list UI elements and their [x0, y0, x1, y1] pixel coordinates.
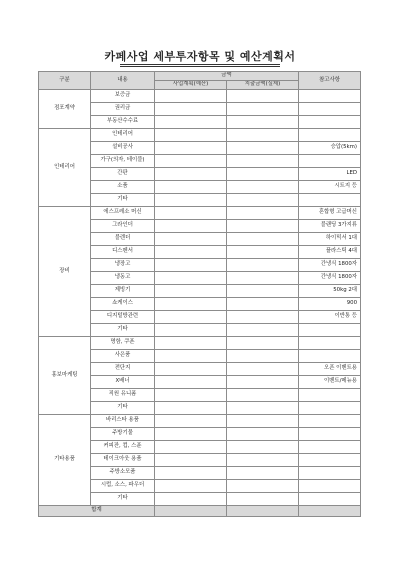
item-cell: 보증금: [91, 90, 155, 103]
remark-cell: [299, 337, 361, 350]
item-cell: 기타: [91, 402, 155, 415]
item-cell: 냉장고: [91, 259, 155, 272]
item-cell: 설비공사: [91, 142, 155, 155]
item-cell: 에스프레소 머신: [91, 207, 155, 220]
remark-cell: [299, 350, 361, 363]
planned-amount-cell[interactable]: [155, 441, 227, 454]
planned-amount-cell[interactable]: [155, 324, 227, 337]
total-label: 합계: [39, 506, 155, 517]
table-row: [39, 207, 361, 220]
remark-cell: LED: [299, 168, 361, 181]
category-cell: 인테리어: [39, 129, 91, 207]
remark-cell: 플라스틱 4대: [299, 246, 361, 259]
remark-cell: 50kg 2대: [299, 285, 361, 298]
actual-amount-cell[interactable]: [227, 493, 299, 506]
item-cell: 전단지: [91, 363, 155, 376]
item-cell: 제빙기: [91, 285, 155, 298]
header-remarks: 참고사항: [299, 72, 361, 90]
planned-amount-cell[interactable]: [155, 181, 227, 194]
actual-amount-cell[interactable]: [227, 350, 299, 363]
item-cell: 소품: [91, 181, 155, 194]
header-content: 내용: [91, 72, 155, 90]
title-underline-double: [120, 66, 280, 67]
item-cell: 기타: [91, 194, 155, 207]
planned-amount-cell[interactable]: [155, 129, 227, 142]
actual-amount-cell[interactable]: [227, 402, 299, 415]
item-cell: 블렌더: [91, 233, 155, 246]
planned-amount-cell[interactable]: [155, 103, 227, 116]
remark-cell: [299, 389, 361, 402]
actual-amount-cell[interactable]: [227, 90, 299, 103]
planned-amount-cell[interactable]: [155, 415, 227, 428]
planned-amount-cell[interactable]: [155, 116, 227, 129]
planned-amount-cell[interactable]: [155, 285, 227, 298]
item-cell: 간판: [91, 168, 155, 181]
planned-amount-cell[interactable]: [155, 90, 227, 103]
actual-amount-cell[interactable]: [227, 454, 299, 467]
planned-amount-cell[interactable]: [155, 142, 227, 155]
item-cell: 명함, 쿠폰: [91, 337, 155, 350]
total-row: [39, 506, 361, 517]
actual-amount-cell[interactable]: [227, 181, 299, 194]
actual-amount-cell[interactable]: [227, 363, 299, 376]
remark-cell: 간냉식 1800자: [299, 259, 361, 272]
item-cell: X배너: [91, 376, 155, 389]
table-row: [39, 129, 361, 142]
header-category: 구분: [39, 72, 91, 90]
remark-cell: 이벤트/메뉴용: [299, 376, 361, 389]
planned-amount-cell[interactable]: [155, 194, 227, 207]
remark-cell: 블랜딩 3가지류: [299, 220, 361, 233]
remark-cell: [299, 493, 361, 506]
remark-cell: [299, 428, 361, 441]
remark-cell: [299, 454, 361, 467]
actual-amount-cell[interactable]: [227, 142, 299, 155]
category-cell: 점포계약: [39, 90, 91, 129]
remark-cell: [299, 103, 361, 116]
title-underline: [120, 64, 280, 65]
actual-amount-cell[interactable]: [227, 389, 299, 402]
remark-cell: [299, 155, 361, 168]
item-cell: 쇼케이스: [91, 298, 155, 311]
item-cell: 커피잔, 컵, 스푼: [91, 441, 155, 454]
remark-cell: [299, 129, 361, 142]
page-title: 카페사업 세부투자항목 및 예산계획서: [104, 50, 296, 63]
actual-amount-cell[interactable]: [227, 168, 299, 181]
actual-amount-cell[interactable]: [227, 272, 299, 285]
remark-cell: [299, 90, 361, 103]
remark-cell: 혼합형 고급머신: [299, 207, 361, 220]
actual-amount-cell[interactable]: [227, 337, 299, 350]
item-cell: 디스펜서: [91, 246, 155, 259]
planned-amount-cell[interactable]: [155, 233, 227, 246]
planned-amount-cell[interactable]: [155, 480, 227, 493]
remark-cell: 하이믹서 1대: [299, 233, 361, 246]
planned-amount-cell[interactable]: [155, 363, 227, 376]
planned-amount-cell[interactable]: [155, 259, 227, 272]
planned-amount-cell[interactable]: [155, 467, 227, 480]
planned-amount-cell[interactable]: [155, 350, 227, 363]
actual-amount-cell[interactable]: [227, 428, 299, 441]
item-cell: 디지털방관련: [91, 311, 155, 324]
actual-amount-cell[interactable]: [227, 194, 299, 207]
item-cell: 테이크아웃 용품: [91, 454, 155, 467]
item-cell: 인테리어: [91, 129, 155, 142]
actual-amount-cell[interactable]: [227, 103, 299, 116]
actual-amount-cell[interactable]: [227, 246, 299, 259]
item-cell: 바리스타 용품: [91, 415, 155, 428]
remark-cell: 오픈 이벤트용: [299, 363, 361, 376]
table-row: [39, 415, 361, 428]
category-cell: 기타용품: [39, 415, 91, 506]
header-amount: 금액: [155, 72, 299, 81]
total-actual-cell[interactable]: [227, 506, 299, 517]
planned-amount-cell[interactable]: [155, 298, 227, 311]
remark-cell: [299, 116, 361, 129]
planned-amount-cell[interactable]: [155, 337, 227, 350]
actual-amount-cell[interactable]: [227, 259, 299, 272]
remark-cell: [299, 194, 361, 207]
planned-amount-cell[interactable]: [155, 207, 227, 220]
planned-amount-cell[interactable]: [155, 155, 227, 168]
planned-amount-cell[interactable]: [155, 168, 227, 181]
total-planned-cell[interactable]: [155, 506, 227, 517]
item-cell: 시럽, 소스, 파우더: [91, 480, 155, 493]
actual-amount-cell[interactable]: [227, 311, 299, 324]
actual-amount-cell[interactable]: [227, 298, 299, 311]
actual-amount-cell[interactable]: [227, 467, 299, 480]
item-cell: 부동산수수료: [91, 116, 155, 129]
table-row: [39, 337, 361, 350]
planned-amount-cell[interactable]: [155, 220, 227, 233]
header-actual: 지출금액(실제): [227, 81, 299, 90]
item-cell: 기타: [91, 324, 155, 337]
remark-cell: 승압(5km): [299, 142, 361, 155]
category-cell: 장비: [39, 207, 91, 337]
item-cell: 가구(의자, 테이블): [91, 155, 155, 168]
planned-amount-cell[interactable]: [155, 311, 227, 324]
header-planned: 사업계획(예산): [155, 81, 227, 90]
table-row: [39, 90, 361, 103]
table-body: [39, 90, 361, 506]
remark-cell: [299, 480, 361, 493]
planned-amount-cell[interactable]: [155, 454, 227, 467]
item-cell: 직원 유니폼: [91, 389, 155, 402]
remark-cell: 간냉식 1800자: [299, 272, 361, 285]
remark-cell: [299, 415, 361, 428]
actual-amount-cell[interactable]: [227, 207, 299, 220]
remark-cell: [299, 467, 361, 480]
item-cell: 권리금: [91, 103, 155, 116]
actual-amount-cell[interactable]: [227, 220, 299, 233]
item-cell: 주방소모품: [91, 467, 155, 480]
actual-amount-cell[interactable]: [227, 155, 299, 168]
remark-cell: [299, 441, 361, 454]
planned-amount-cell[interactable]: [155, 246, 227, 259]
remark-cell: 900: [299, 298, 361, 311]
actual-amount-cell[interactable]: [227, 233, 299, 246]
planned-amount-cell[interactable]: [155, 402, 227, 415]
category-cell: 홍보마케팅: [39, 337, 91, 415]
actual-amount-cell[interactable]: [227, 129, 299, 142]
planned-amount-cell[interactable]: [155, 272, 227, 285]
remark-cell: [299, 402, 361, 415]
planned-amount-cell[interactable]: [155, 428, 227, 441]
item-cell: 냉동고: [91, 272, 155, 285]
actual-amount-cell[interactable]: [227, 441, 299, 454]
actual-amount-cell[interactable]: [227, 116, 299, 129]
actual-amount-cell[interactable]: [227, 376, 299, 389]
budget-table: [38, 71, 361, 517]
planned-amount-cell[interactable]: [155, 376, 227, 389]
item-cell: 그라인더: [91, 220, 155, 233]
item-cell: 사은품: [91, 350, 155, 363]
planned-amount-cell[interactable]: [155, 389, 227, 402]
item-cell: 기타: [91, 493, 155, 506]
total-remark-cell: [299, 506, 361, 517]
remark-cell: [299, 324, 361, 337]
remark-cell: 이반통 등: [299, 311, 361, 324]
actual-amount-cell[interactable]: [227, 415, 299, 428]
item-cell: 주방기물: [91, 428, 155, 441]
actual-amount-cell[interactable]: [227, 324, 299, 337]
remark-cell: 시트지 등: [299, 181, 361, 194]
planned-amount-cell[interactable]: [155, 493, 227, 506]
actual-amount-cell[interactable]: [227, 285, 299, 298]
actual-amount-cell[interactable]: [227, 480, 299, 493]
